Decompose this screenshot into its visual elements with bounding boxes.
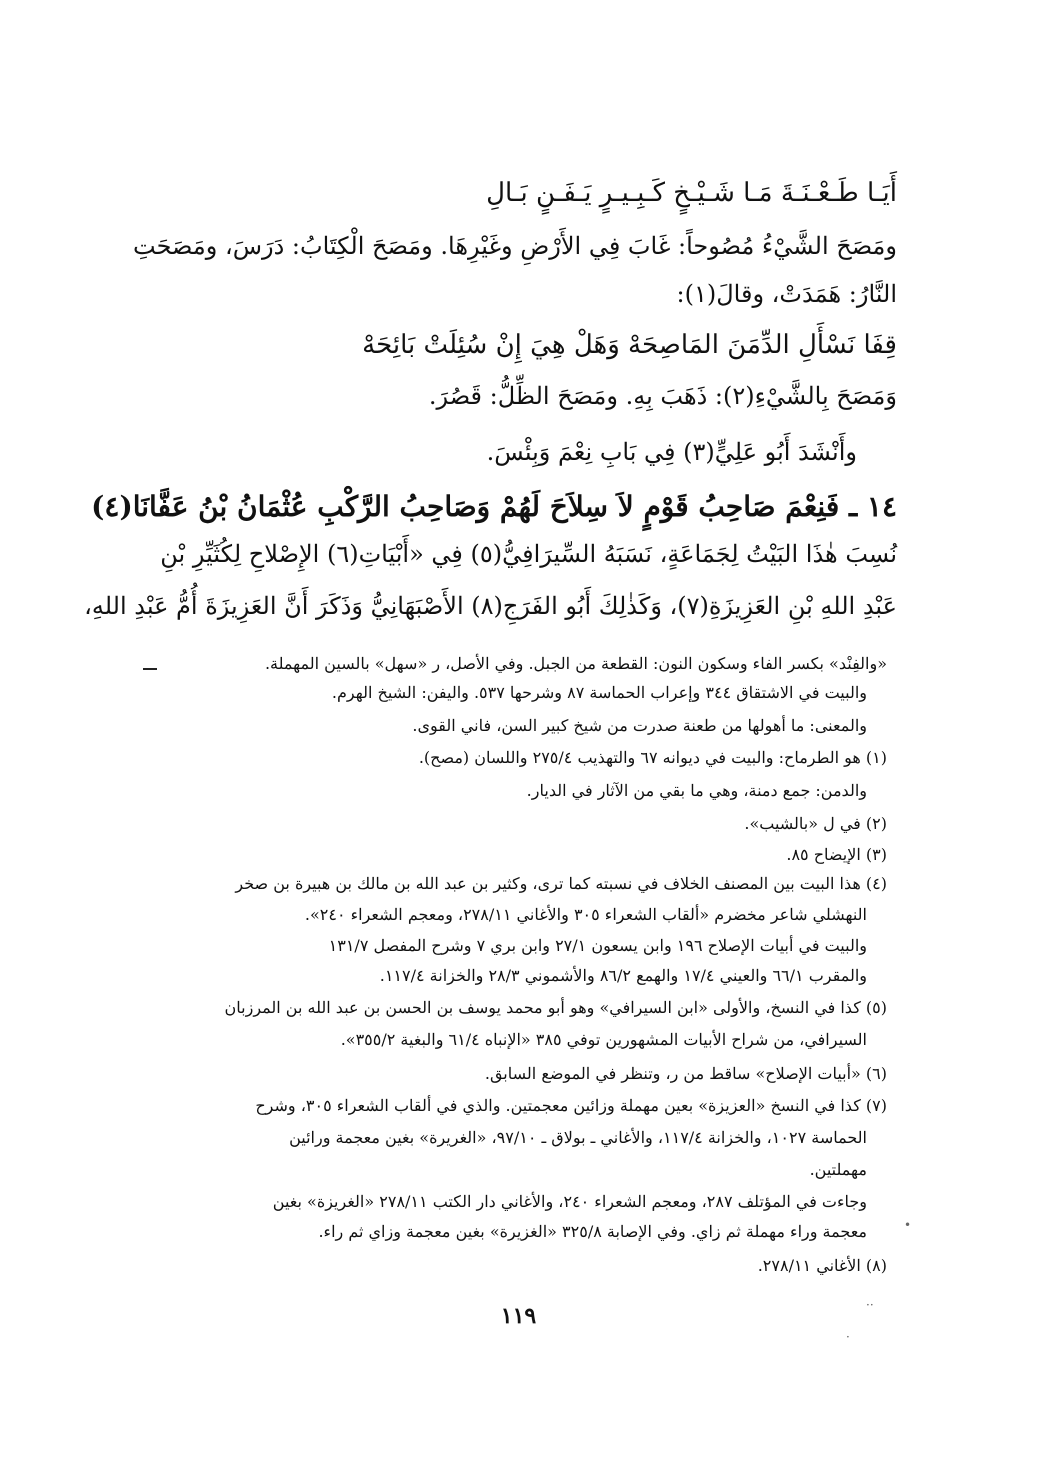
footnote-line: وجاءت في المؤتلف ٢٨٧، ومعجم الشعراء ٢٤٠، والأغاني دار الكتب ٢٧٨/١١ «الغريزة» بغين	[272, 1192, 867, 1211]
page-number: ١١٩	[500, 1303, 537, 1329]
footnote-line: (٣) الإيضاح ٨٥.	[786, 845, 887, 864]
footnote-line: والمعنى: ما أهولها من طعنة صدرت من شيخ كبير السن، فاني القوى.	[412, 716, 867, 735]
footnote-line: والمقرب ٦٦/١ والعيني ١٧/٤ والهمع ٨٦/٢ والأشموني ٢٨/٣ والخزانة ١١٧/٤.	[379, 966, 867, 985]
footnote-line: (٧) كذا في النسخ «العزيزة» بعين مهملة وزائين معجمتين. والذي في ألقاب الشعراء ٣٠٥، وشرح	[255, 1096, 887, 1115]
footnote-line: والبيت في الاشتقاق ٣٤٤ وإعراب الحماسة ٨٧ وشرحها ٥٣٧. واليفن: الشيخ الهرم.	[331, 683, 867, 702]
footnote-line: النهشلي شاعر مخضرم «ألقاب الشعراء ٣٠٥ والأغاني ٢٧٨/١١، ومعجم الشعراء ٢٤٠».	[304, 905, 867, 924]
footnote-line: (٤) هذا البيت بين المصنف الخلاف في نسبته كما ترى، وكثير بن عبد الله بن مالك بن هبيرة بن صخر	[235, 874, 887, 893]
scan-speck: •	[904, 1218, 912, 1232]
body-text-line: وأَنْشَدَ أَبُو عَلِيٍّ(٣) فِي بَابِ نِعْمَ وَبِئْسَ.	[486, 438, 857, 466]
footnote-line: السيرافي، من شراح الأبيات المشهورين توفي ٣٨٥ «الإنباه ٦١/٤ والبغية ٣٥٥/٢».	[340, 1030, 867, 1049]
body-text-line: النَّارُ: هَمَدَتْ، وقالَ(١):	[676, 280, 897, 308]
footnote-line: «والفِنْد» بكسر الفاء وسكون النون: القطعة من الجبل. وفي الأصل، ر «سهل» بالسين المهملة.	[264, 654, 887, 673]
body-text-line: عَبْدِ اللهِ بْنِ العَزِيزَةِ(٧)، وَكَذٰلِكَ أَبُو الفَرَجِ(٨) الأَصْبَهَانِيُّ وَذَكَرَ أَنَّ العَزِيزَةَ أُمُّ عَبْدِ اللهِ،	[84, 592, 897, 620]
scan-speck: ··	[866, 1298, 874, 1312]
footnote-line: (٦) «أبيات الإصلاح» ساقط من ر، وتنظر في الموضع السابق.	[484, 1064, 887, 1083]
footnote-line: (١) هو الطرماح: والبيت في ديوانه ٦٧ والتهذيب ٢٧٥/٤ واللسان (مصح).	[418, 748, 887, 767]
body-text-line: وَمَصَحَ بِالشَّيْءِ(٢): ذَهَبَ بِهِ. ومَصَحَ الظِّلُّ: قَصُرَ.	[428, 382, 897, 410]
footnote-line: والدمن: جمع دمنة، وهي ما بقي من الآثار في الديار.	[526, 781, 867, 800]
footnote-line: (٨) الأغاني ٢٧٨/١١.	[757, 1256, 887, 1275]
numbered-verse: ١٤ ـ فَنِعْمَ صَاحِبُ قَوْمٍ لاَ سِلاَحَ لَهُمْ وَصَاحِبُ الرَّكْبِ عُثْمَانُ بْنُ عَفَّانَا(٤)	[91, 490, 897, 523]
body-text-line: نُسِبَ هٰذَا البَيْتُ لِجَمَاعَةٍ، نَسَبَهُ السِّيرَافِيُّ(٥) فِي «أَبْيَاتِ(٦) الإِصْلاحِ لِكُثَيِّرِ بْنِ	[160, 540, 897, 568]
footnote-line: معجمة وراء مهملة ثم زاي. وفي الإصابة ٣٢٥/٨ «الغزيرة» بغين معجمة وزاي ثم راء.	[318, 1222, 867, 1241]
footnote-line: والبيت في أبيات الإصلاح ١٩٦ وابن يسعون ٢٧/١ وابن بري ٧ وشرح المفصل ١٣١/٧	[328, 936, 867, 955]
footnote-line: الحماسة ١٠٢٧، والخزانة ١١٧/٤، والأغاني ـ بولاق ـ ٩٧/١٠، «الغريرة» بغين معجمة ورائين	[289, 1128, 867, 1147]
footnote-line: (٢) في ل «بالشيب».	[744, 814, 887, 833]
body-text-line: ومَصَحَ الشَّيْءُ مُصُوحاً: غَابَ فِي الأَرْضِ وغَيْرِهَا. ومَصَحَ الْكِتَابُ: دَرَسَ، ومَصَحَتِ	[133, 232, 897, 260]
verse-line: قِفَا نَسْأَلِ الدِّمَنَ المَاصِحَهْ وَهَلْ هِيَ إِنْ سُئِلَتْ بَائِحَهْ	[362, 330, 897, 360]
footnote-line: (٥) كذا في النسخ، والأولى «ابن السيرافي» وهو أبو محمد يوسف بن الحسن بن عبد الله بن المرزبان	[224, 998, 887, 1017]
verse-line: أَيَـا طَـعْـنَـةَ مَـا شَـيْـخٍ كَـبِـيـرٍ يَـفَـنٍ بَـالِ	[486, 178, 897, 208]
footnote-line: مهملتين.	[809, 1160, 867, 1179]
scan-speck: ·	[846, 1330, 850, 1344]
